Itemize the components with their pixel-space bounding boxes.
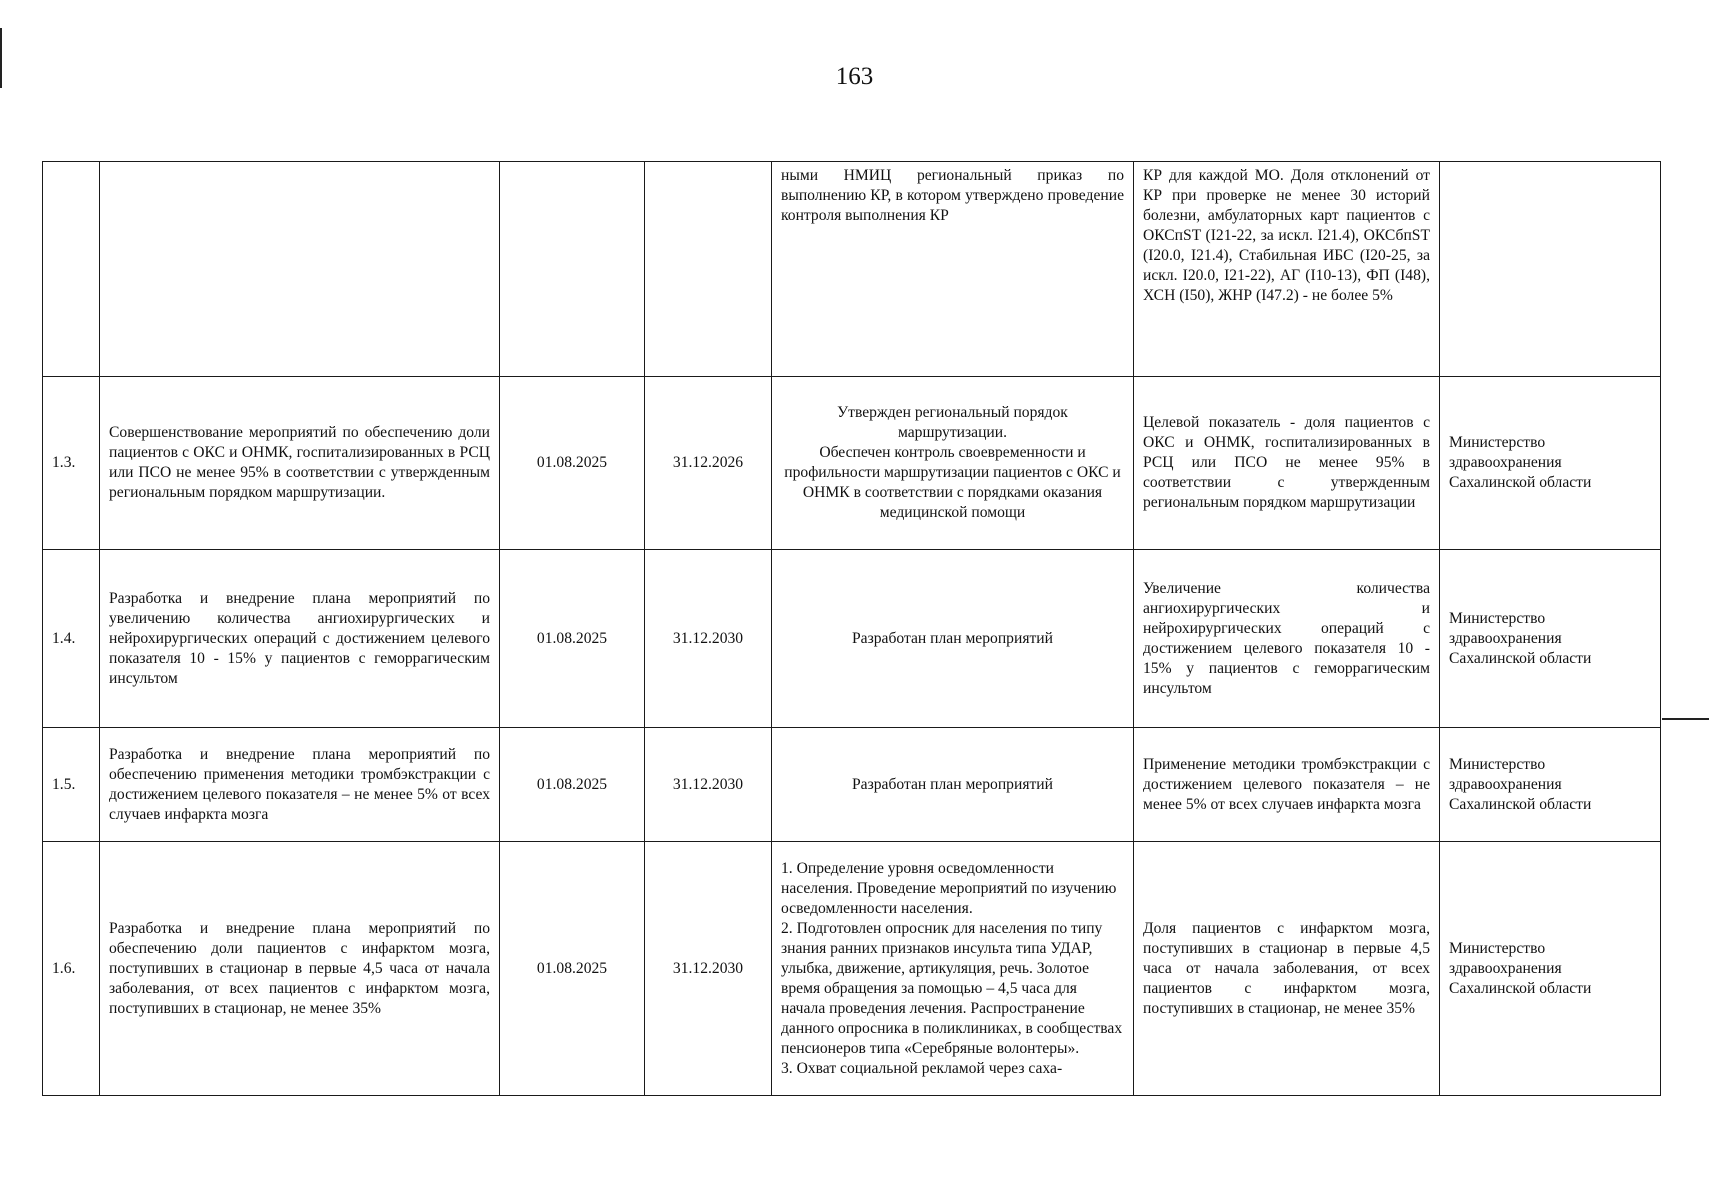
row-number: 1.6. xyxy=(43,842,100,1096)
table-row xyxy=(43,842,1661,1096)
indicator-cell: КР для каждой МО. Доля отклонений от КР при проверке не менее 30 историй болезни, амбулаторных карт пациентов с ОКСпST (I21-22, за искл. I21.4), ОКСбпST (I20.0, I21.4), Стабильная ИБС (I20-25, за искл. I20.0, I21-22), АГ (I10-13), ФП (I48), ХСН (I50), ЖНР (I47.2) - не более 5% xyxy=(1134,162,1440,377)
responsible-cell: Министерство здравоохранения Сахалинской области xyxy=(1440,842,1661,1096)
result-line: Утвержден региональный порядок маршрутизации. xyxy=(837,404,1068,441)
activity-cell: Разработка и внедрение плана мероприятий по обеспечению применения методики тромбэкстракции с достижением целевого показателя – не менее 5% от всех случаев инфаркта мозга xyxy=(100,728,500,842)
row-number xyxy=(43,162,100,377)
table-row xyxy=(43,377,1661,550)
table-row xyxy=(43,162,1661,377)
activity-cell: Разработка и внедрение плана мероприятий по обеспечению доли пациентов с инфарктом мозга, поступивших в стационар в первые 4,5 часа от начала заболевания, от всех пациентов с инфарктом мозга, поступивших в стационар, не менее 35% xyxy=(100,842,500,1096)
start-date: 01.08.2025 xyxy=(500,550,645,728)
result-line: 1. Определение уровня осведомленности населения. Проведение мероприятий по изучению осведомленности населения. xyxy=(781,859,1117,917)
responsible-cell: Министерство здравоохранения Сахалинской области xyxy=(1440,550,1661,728)
measures-table xyxy=(42,161,1661,1096)
row-number: 1.5. xyxy=(43,728,100,842)
indicator-cell: Увеличение количества ангиохирургических и нейрохирургических операций с достижением целевого показателя 10 - 15% у пациентов с геморрагическим инсультом xyxy=(1134,550,1440,728)
responsible-cell: Министерство здравоохранения Сахалинской области xyxy=(1440,377,1661,550)
activity-cell: Совершенствование мероприятий по обеспечению доли пациентов с ОКС и ОНМК, госпитализированных в РСЦ или ПСО не менее 95% в соответствии с утвержденным региональным порядком маршрутизации. xyxy=(100,377,500,550)
activity-cell: Разработка и внедрение плана мероприятий по увеличению количества ангиохирургических и нейрохирургических операций с достижением целевого показателя 10 - 15% у пациентов с геморрагическим инсультом xyxy=(100,550,500,728)
end-date: 31.12.2030 xyxy=(645,842,772,1096)
indicator-cell: Доля пациентов с инфарктом мозга, поступивших в стационар в первые 4,5 часа от начала заболевания, от всех пациентов с инфарктом мозга, поступивших в стационар, не менее 35% xyxy=(1134,842,1440,1096)
result-line: 2. Подготовлен опросник для населения по типу знания ранних признаков инсульта типа УДАР, улыбка, движение, артикуляция, речь. Золотое время обращения за помощью – 4,5 часа для начала проведения лечения. Распространение данного опросника в поликлиниках, в сообществах пенсионеров типа «Серебряные волонтеры». xyxy=(781,919,1123,1057)
result-line: 3. Охват социальной рекламой через саха- xyxy=(781,1059,1063,1077)
end-date: 31.12.2030 xyxy=(645,550,772,728)
result-cell xyxy=(772,842,1134,1096)
indicator-cell: Целевой показатель - доля пациентов с ОКС и ОНМК, госпитализированных в РСЦ или ПСО не менее 95% в соответствии с утвержденным региональным порядком маршрутизации xyxy=(1134,377,1440,550)
indicator-cell: Применение методики тромбэкстракции с достижением целевого показателя – не менее 5% от всех случаев инфаркта мозга xyxy=(1134,728,1440,842)
row-number: 1.3. xyxy=(43,377,100,550)
result-cell xyxy=(772,377,1134,550)
result-line: Разработан план мероприятий xyxy=(851,629,1053,647)
end-date: 31.12.2026 xyxy=(645,377,772,550)
start-date: 01.08.2025 xyxy=(500,842,645,1096)
end-date xyxy=(645,162,772,377)
page-number: 163 xyxy=(835,63,874,90)
start-date xyxy=(500,162,645,377)
start-date: 01.08.2025 xyxy=(500,728,645,842)
responsible-cell: Министерство здравоохранения Сахалинской области xyxy=(1440,728,1661,842)
end-date: 31.12.2030 xyxy=(645,728,772,842)
result-cell xyxy=(772,162,1134,377)
scan-edge-mark xyxy=(1662,718,1709,720)
result-cell xyxy=(772,728,1134,842)
start-date: 01.08.2025 xyxy=(500,377,645,550)
result-cell xyxy=(772,550,1134,728)
result-line: ными НМИЦ региональный приказ по выполнению КР, в котором утверждено проведение контроля выполнения КР xyxy=(781,167,1124,224)
table-row xyxy=(43,550,1661,728)
activity-cell xyxy=(100,162,500,377)
row-number: 1.4. xyxy=(43,550,100,728)
responsible-cell xyxy=(1440,162,1661,377)
scan-edge-mark xyxy=(0,28,2,88)
table-row xyxy=(43,728,1661,842)
result-line: Разработан план мероприятий xyxy=(851,775,1053,793)
result-line: Обеспечен контроль своевременности и профильности маршрутизации пациентов с ОКС и ОНМК в соответствии с порядками оказания медицинской помощи xyxy=(784,444,1121,521)
